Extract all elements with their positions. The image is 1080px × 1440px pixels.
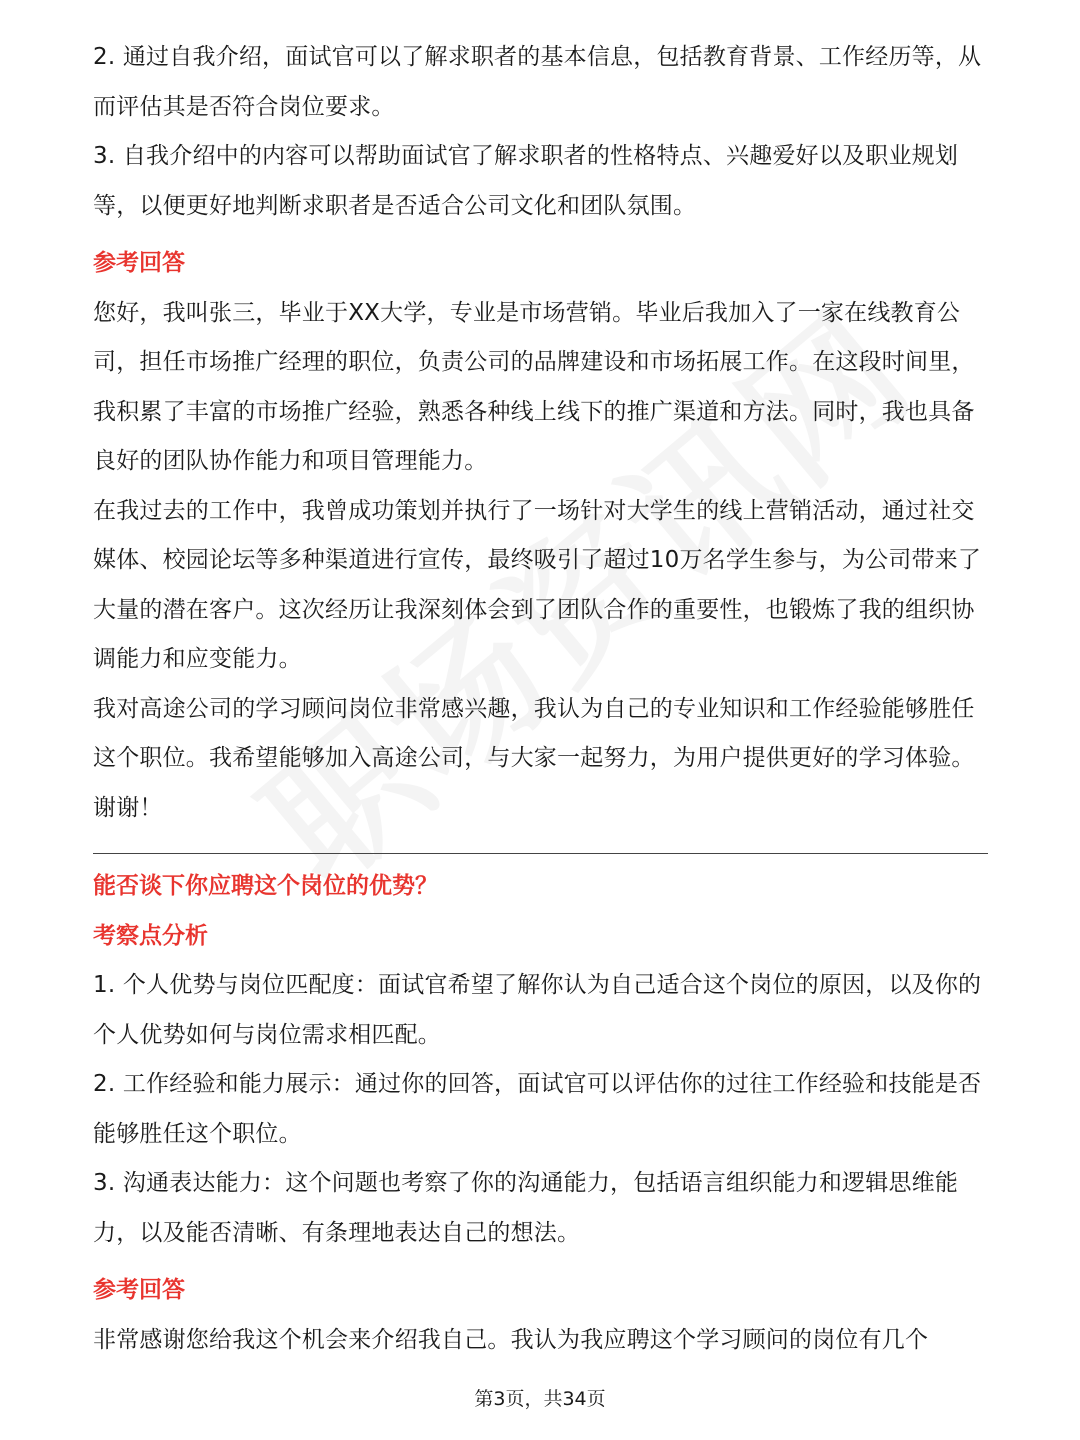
reference-answer-label: 参考回答 [93, 250, 185, 276]
page-number: 第3页，共34页 [474, 1388, 606, 1410]
analysis-item-1: 1. 个人优势与岗位匹配度：面试官希望了解你认为自己适合这个岗位的原因，以及你的个人优势如何与岗位需求相匹配。 [93, 972, 982, 1048]
top-item-2: 2. 通过自我介绍，面试官可以了解求职者的基本信息，包括教育背景、工作经历等，从而评估其是否符合岗位要求。 [93, 44, 982, 120]
question-title: 能否谈下你应聘这个岗位的优势？ [93, 873, 438, 899]
answer-paragraph-2: 在我过去的工作中，我曾成功策划并执行了一场针对大学生的线上营销活动，通过社交媒体、校园论坛等多种渠道进行宣传，最终吸引了超过10万名学生参与，为公司带来了大量的潜在客户。这次经历让我深刻体会到了团队合作的重要性，也锻炼了我的组织协调能力和应变能力。 [93, 497, 982, 672]
reference-answer-label-2: 参考回答 [93, 1277, 185, 1303]
answer-paragraph-1: 您好，我叫张三，毕业于XX大学，专业是市场营销。毕业后我加入了一家在线教育公司，担任市场推广经理的职位，负责公司的品牌建设和市场拓展工作。在这段时间里，我积累了丰富的市场推广经验，熟悉各种线上线下的推广渠道和方法。同时，我也具备良好的团队协作能力和项目管理能力。 [93, 299, 975, 474]
answer2-start: 非常感谢您给我这个机会来介绍我自己。我认为我应聘这个学习顾问的岗位有几个 [93, 1326, 929, 1353]
analysis-item-2: 2. 工作经验和能力展示：通过你的回答，面试官可以评估你的过往工作经验和技能是否能够胜任这个职位。 [93, 1071, 982, 1147]
analysis-item-3: 3. 沟通表达能力：这个问题也考察了你的沟通能力，包括语言组织能力和逻辑思维能力，以及能否清晰、有条理地表达自己的想法。 [93, 1170, 959, 1246]
answer-paragraph-3: 我对高途公司的学习顾问岗位非常感兴趣，我认为自己的专业知识和工作经验能够胜任这个职位。我希望能够加入高途公司，与大家一起努力，为用户提供更好的学习体验。谢谢！ [93, 695, 975, 821]
top-item-3: 3. 自我介绍中的内容可以帮助面试官了解求职者的性格特点、兴趣爱好以及职业规划等，以便更好地判断求职者是否适合公司文化和团队氛围。 [93, 143, 959, 219]
analysis-label: 考察点分析 [93, 922, 208, 949]
section-divider [93, 853, 988, 854]
document-body [93, 33, 993, 1365]
